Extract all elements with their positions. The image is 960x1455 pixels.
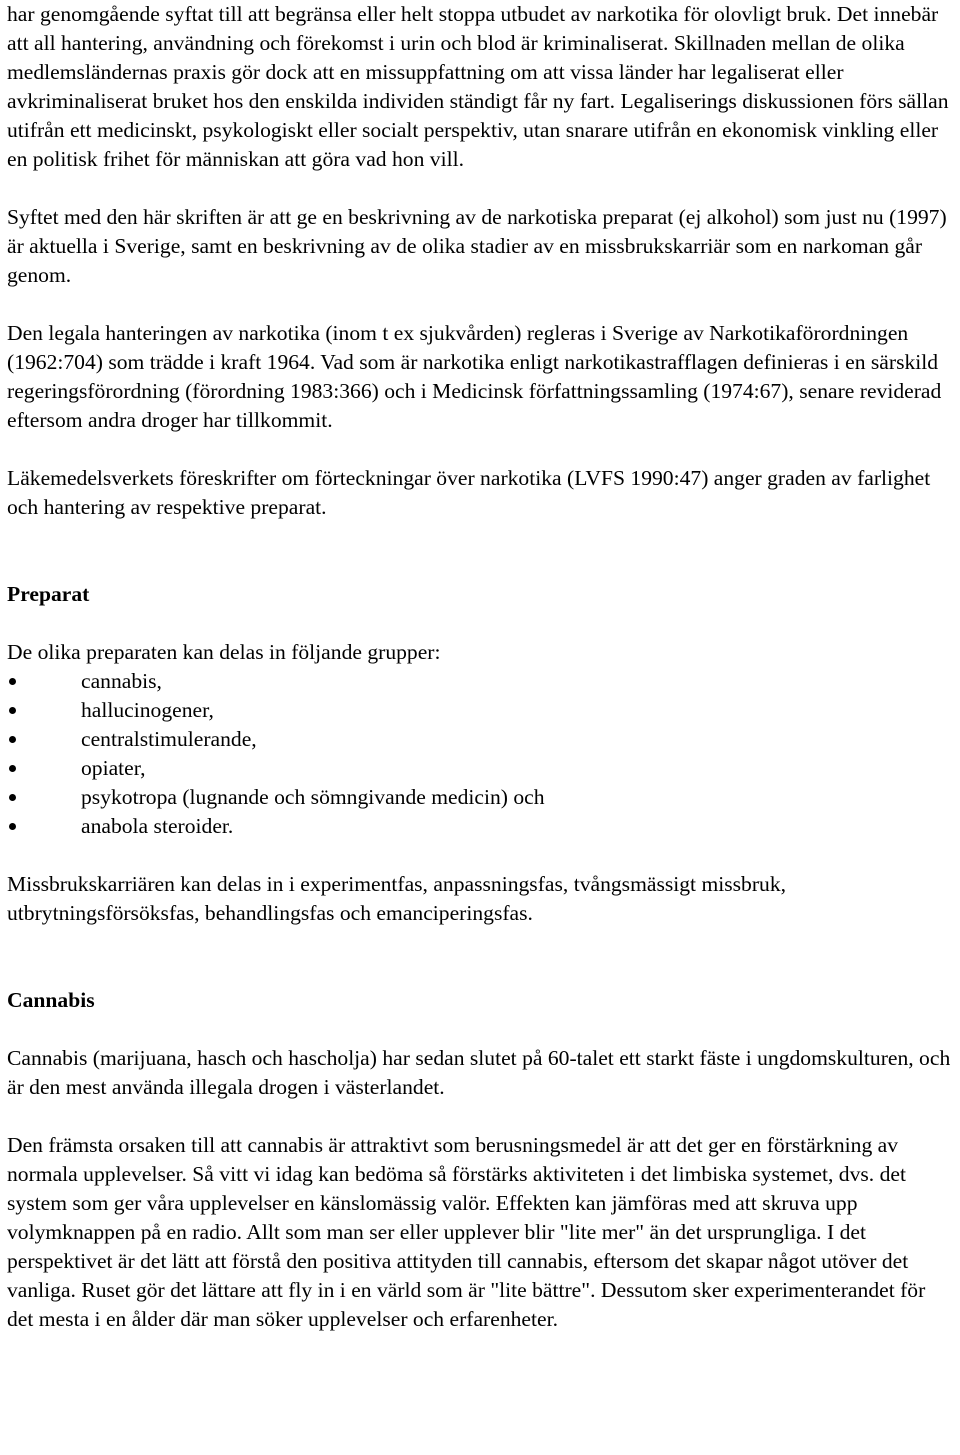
preparat-intro: De olika preparaten kan delas in följande grupper: bbox=[7, 640, 441, 664]
list-item-label: opiater, bbox=[81, 756, 146, 780]
bullet-icon bbox=[9, 707, 16, 714]
list-item bbox=[7, 754, 957, 783]
lakemedelsverket-paragraph: Läkemedelsverkets föreskrifter om förteckningar över narkotika (LVFS 1990:47) anger graden av farlighet och hantering av respektive preparat. bbox=[7, 466, 931, 519]
list-item-label: cannabis, bbox=[81, 669, 162, 693]
list-item bbox=[7, 696, 957, 725]
list-item-label: hallucinogener, bbox=[81, 698, 214, 722]
cannabis-paragraph-2: Den främsta orsaken till att cannabis är attraktivt som berusningsmedel är att det ger en förstärkning av normala upplevelser. Så vitt vi idag kan bedöma så förstärks aktiviteten i det limbiska systemet, dvs. det system som ger våra upplevelser en känslomässig valör. Effekten kan jämföras med att skruva upp volymknappen på en radio. Allt som man ser eller upplever blir "lite mer" än det ursprungliga. I det perspektivet är det lätt att förstå den positiva attityden till cannabis, eftersom det skapar något utöver det vanliga. Ruset gör det lättare att fly in i en värld som är "lite bättre". Dessutom sker experimenterandet för det mesta i en ålder där man söker upplevelser och erfarenheter. bbox=[7, 1133, 926, 1331]
bullet-icon bbox=[9, 794, 16, 801]
bullet-icon bbox=[9, 765, 16, 772]
list-item bbox=[7, 783, 957, 812]
legal-handling-paragraph: Den legala hanteringen av narkotika (inom t ex sjukvården) regleras i Sverige av Narkotikaförordningen (1962:704) som trädde i kraft 1964. Vad som är narkotika enligt narkotikastrafflagen definieras i en särskild regeringsförordning (förordning 1983:366) och i Medicinsk författningssamling (1974:67), senare reviderad eftersom andra droger har tillkommit. bbox=[7, 321, 942, 432]
cannabis-paragraph-1: Cannabis (marijuana, hasch och hascholja) har sedan slutet på 60-talet ett starkt fäste i ungdomskulturen, och är den mest använda illegala drogen i västerlandet. bbox=[7, 1046, 951, 1099]
list-item-label: centralstimulerande, bbox=[81, 727, 257, 751]
bullet-icon bbox=[9, 678, 16, 685]
intro-paragraph: har genomgående syftat till att begränsa eller helt stoppa utbudet av narkotika för olovligt bruk. Det innebär att all hantering, användning och förekomst i urin och blod är kriminaliserat. Skillnaden mellan de olika medlemsländernas praxis gör dock att en missuppfattning om att vissa länder har legaliserat eller avkriminaliserat bruket hos den enskilda individen ständigt får ny fart. Legaliserings diskussionen förs sällan utifrån ett medicinskt, psykologiskt eller socialt perspektiv, utan snarare utifrån en ekonomisk vinkling eller en politisk frihet för människan att göra vad hon vill. bbox=[7, 2, 949, 171]
list-item bbox=[7, 725, 957, 754]
section-heading-cannabis: Cannabis bbox=[7, 988, 95, 1012]
list-item bbox=[7, 667, 957, 696]
list-item-label: anabola steroider. bbox=[81, 814, 234, 838]
section-heading-preparat: Preparat bbox=[7, 582, 90, 606]
bullet-icon bbox=[9, 823, 16, 830]
missbrukskarriar-paragraph: Missbrukskarriären kan delas in i experimentfas, anpassningsfas, tvångsmässigt missbruk, utbrytningsförsöksfas, behandlingsfas och emanciperingsfas. bbox=[7, 872, 787, 925]
preparat-group-list bbox=[7, 667, 957, 841]
document-page bbox=[7, 0, 957, 1334]
bullet-icon bbox=[9, 736, 16, 743]
purpose-paragraph: Syftet med den här skriften är att ge en beskrivning av de narkotiska preparat (ej alkohol) som just nu (1997) är aktuella i Sverige, samt en beskrivning av de olika stadier av en missbrukskarriär som en narkoman går genom. bbox=[7, 205, 947, 287]
list-item bbox=[7, 812, 957, 841]
list-item-label: psykotropa (lugnande och sömngivande medicin) och bbox=[81, 785, 545, 809]
